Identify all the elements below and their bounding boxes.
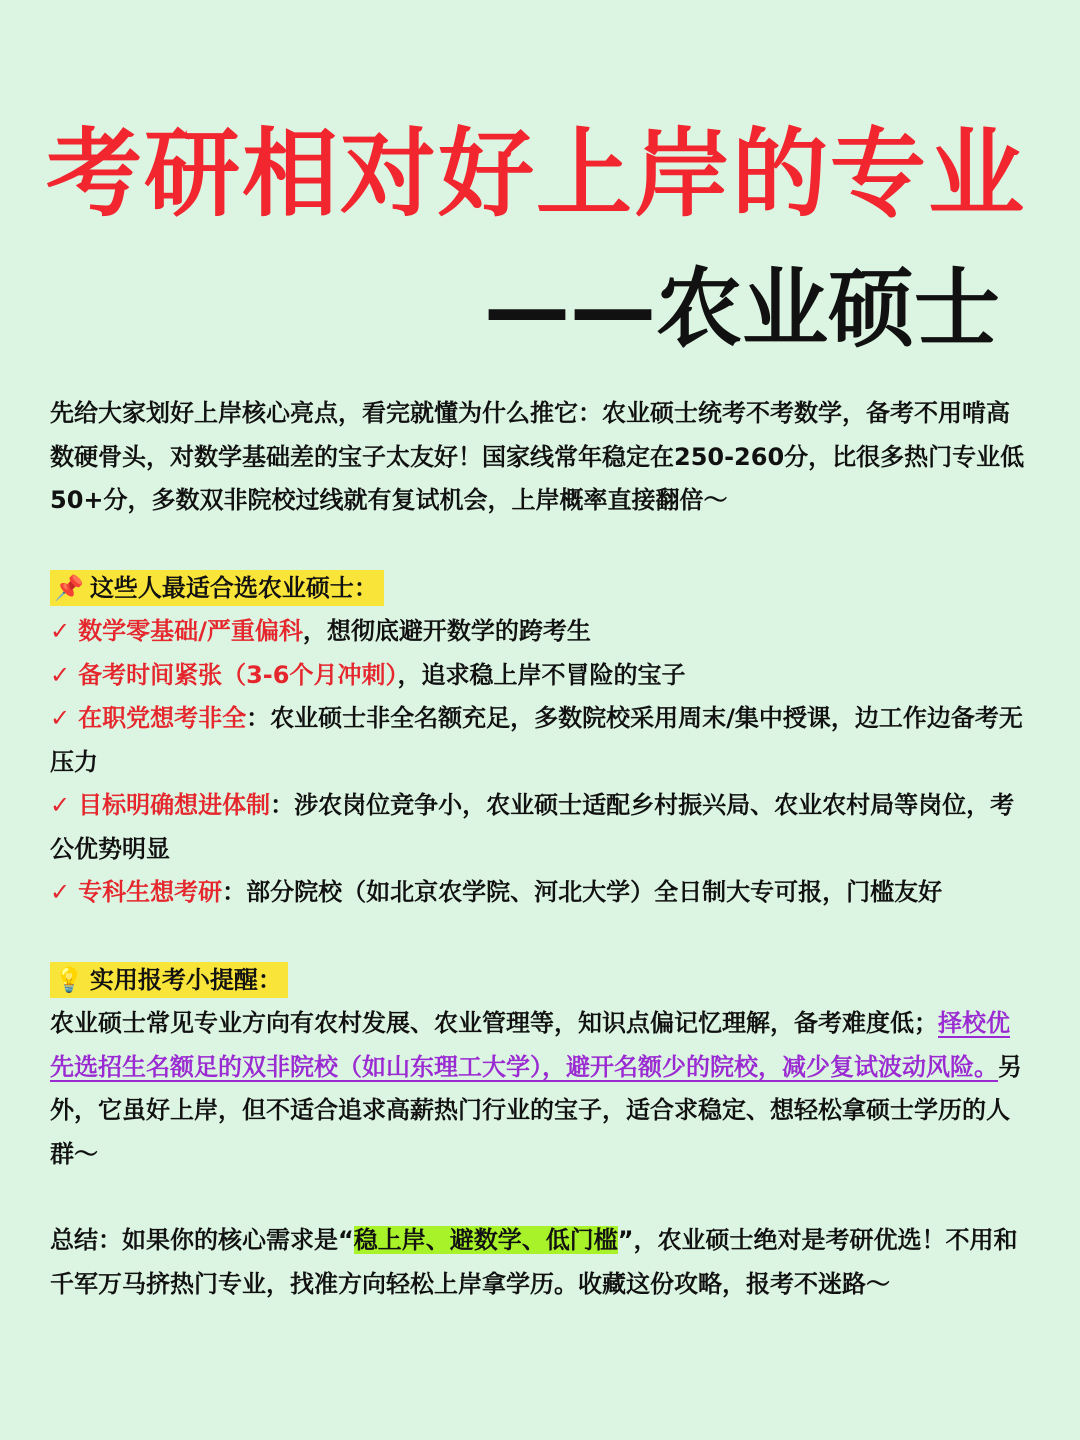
list-item xyxy=(50,784,1030,871)
item-text: ：涉农岗位竞争小，农业硕士适配乡村振兴局、农业农村局等岗位，考公优势明显 xyxy=(50,791,1015,863)
summary-text-1: 总结：如果你的核心需求是“ xyxy=(50,1226,354,1254)
suitable-heading xyxy=(50,570,384,606)
tips-paragraph xyxy=(50,1002,1030,1176)
article-body xyxy=(50,392,1030,1306)
spacer xyxy=(50,915,1030,958)
page-subtitle: ——农业硕士 xyxy=(484,259,1000,359)
summary-paragraph xyxy=(50,1219,1030,1306)
suitable-section xyxy=(50,566,1030,915)
pushpin-icon: 📌 xyxy=(54,573,84,602)
tips-underlined-text: 择校优先选招生名额足的双非院校（如山东理工大学），避开名额少的院校，减少复试波动风险。 xyxy=(50,1009,1010,1081)
item-highlight: 备考时间紧张（3-6个月冲刺） xyxy=(78,660,398,689)
tips-text-1: 农业硕士常见专业方向有农村发展、农业管理等，知识点偏记忆理解，备考难度低； xyxy=(50,1009,938,1037)
checkmark-icon: ✓ xyxy=(50,660,71,689)
item-highlight: 目标明确想进体制 xyxy=(78,791,271,819)
checkmark-icon: ✓ xyxy=(50,878,71,906)
intro-paragraph: 先给大家划好上岸核心亮点，看完就懂为什么推它：农业硕士统考不考数学，备考不用啃高数硬骨头，对数学基础差的宝子太友好！国家线常年稳定在250-260分，比很多热门专业低50+分，多数双非院校过线就有复试机会，上岸概率直接翻倍～ xyxy=(50,399,1025,514)
lightbulb-icon: 💡 xyxy=(54,965,84,994)
tips-heading xyxy=(50,962,288,998)
item-highlight: 在职党想考非全 xyxy=(78,704,247,732)
item-text: ，想彻底避开数学的跨考生 xyxy=(302,617,591,645)
list-item xyxy=(50,871,1030,915)
spacer xyxy=(50,1176,1030,1219)
tips-section xyxy=(50,958,1030,1177)
item-highlight: 数学零基础/严重偏科 xyxy=(78,617,303,645)
item-highlight: 专科生想考研 xyxy=(78,878,223,906)
summary-highlight: 稳上岸、避数学、低门槛 xyxy=(353,1226,618,1254)
summary-text-2: ”，农业硕士绝对是考研优选！不用和千军万马挤热门专业，找准方向轻松上岸拿学历。收藏这份攻略，报考不迷路～ xyxy=(50,1226,1018,1298)
suitable-heading-text: 这些人最适合选农业硕士： xyxy=(89,573,378,602)
item-text: ：部分院校（如北京农学院、河北大学）全日制大专可报，门槛友好 xyxy=(222,878,943,906)
checkmark-icon: ✓ xyxy=(50,791,71,819)
checkmark-icon: ✓ xyxy=(50,704,71,732)
item-text: ，追求稳上岸不冒险的宝子 xyxy=(397,660,686,689)
checkmark-icon: ✓ xyxy=(50,617,71,645)
item-text: ：农业硕士非全名额充足，多数院校采用周末/集中授课，边工作边备考无压力 xyxy=(50,704,1023,776)
tips-heading-text: 实用报考小提醒： xyxy=(89,965,282,994)
list-item xyxy=(50,654,1030,698)
list-item xyxy=(50,610,1030,654)
tips-text-3: 另外，它虽好上岸，但不适合追求高薪热门行业的宝子，适合求稳定、想轻松拿硕士学历的人群～ xyxy=(50,1052,1022,1168)
list-item xyxy=(50,697,1030,784)
spacer xyxy=(50,523,1030,566)
page-title: 考研相对好上岸的专业 xyxy=(46,118,1026,230)
